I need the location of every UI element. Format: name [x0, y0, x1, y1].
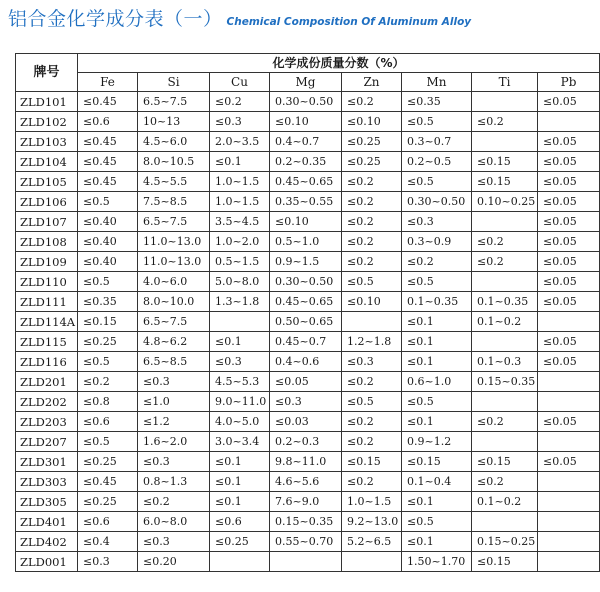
- value-cell-mn: 1.50~1.70: [402, 552, 472, 572]
- value-cell-fe: ≤0.8: [78, 392, 138, 412]
- value-cell-fe: ≤0.40: [78, 232, 138, 252]
- value-cell-cu: ≤0.2: [210, 92, 270, 112]
- table-row: [16, 412, 600, 432]
- value-cell-cu: 0.5~1.5: [210, 252, 270, 272]
- value-cell-si: 6.5~7.5: [138, 312, 210, 332]
- header-row-group: [16, 54, 600, 73]
- value-cell-zn: ≤0.2: [342, 92, 402, 112]
- value-cell-mn: 0.3~0.9: [402, 232, 472, 252]
- table-row: [16, 172, 600, 192]
- value-cell-zn: 5.2~6.5: [342, 532, 402, 552]
- value-cell-fe: ≤0.5: [78, 352, 138, 372]
- value-cell-zn: [342, 312, 402, 332]
- value-cell-pb: ≤0.05: [538, 332, 600, 352]
- value-cell-fe: ≤0.45: [78, 152, 138, 172]
- value-cell-cu: 4.0~5.0: [210, 412, 270, 432]
- grade-cell: ZLD305: [16, 492, 78, 512]
- value-cell-ti: ≤0.2: [472, 472, 538, 492]
- value-cell-zn: 9.2~13.0: [342, 512, 402, 532]
- value-cell-fe: ≤0.3: [78, 552, 138, 572]
- composition-group-header: 化学成份质量分数（%）: [78, 54, 600, 73]
- table-row: [16, 192, 600, 212]
- title-english: Chemical Composition Of Aluminum Alloy: [226, 16, 472, 28]
- grade-cell: ZLD114A: [16, 312, 78, 332]
- value-cell-zn: ≤0.2: [342, 412, 402, 432]
- element-header-ti: Ti: [472, 73, 538, 92]
- value-cell-zn: ≤0.2: [342, 432, 402, 452]
- value-cell-mg: 7.6~9.0: [270, 492, 342, 512]
- value-cell-zn: 1.2~1.8: [342, 332, 402, 352]
- table-row: [16, 332, 600, 352]
- value-cell-zn: ≤0.2: [342, 232, 402, 252]
- value-cell-cu: 2.0~3.5: [210, 132, 270, 152]
- value-cell-ti: [472, 432, 538, 452]
- value-cell-ti: [472, 332, 538, 352]
- value-cell-zn: 1.0~1.5: [342, 492, 402, 512]
- value-cell-zn: ≤0.2: [342, 172, 402, 192]
- grade-cell: ZLD303: [16, 472, 78, 492]
- value-cell-zn: ≤0.3: [342, 352, 402, 372]
- value-cell-pb: [538, 392, 600, 412]
- grade-cell: ZLD402: [16, 532, 78, 552]
- value-cell-mg: 0.2~0.3: [270, 432, 342, 452]
- value-cell-mg: 9.8~11.0: [270, 452, 342, 472]
- element-header-fe: Fe: [78, 73, 138, 92]
- value-cell-pb: [538, 552, 600, 572]
- value-cell-ti: [472, 132, 538, 152]
- value-cell-pb: [538, 312, 600, 332]
- value-cell-si: 6.5~7.5: [138, 212, 210, 232]
- value-cell-si: ≤0.20: [138, 552, 210, 572]
- value-cell-pb: ≤0.05: [538, 252, 600, 272]
- element-header-mg: Mg: [270, 73, 342, 92]
- value-cell-fe: ≤0.45: [78, 472, 138, 492]
- value-cell-ti: 0.1~0.2: [472, 312, 538, 332]
- value-cell-ti: [472, 272, 538, 292]
- value-cell-mn: ≤0.5: [402, 172, 472, 192]
- value-cell-cu: 4.5~5.3: [210, 372, 270, 392]
- value-cell-zn: ≤0.2: [342, 192, 402, 212]
- grade-cell: ZLD115: [16, 332, 78, 352]
- value-cell-fe: ≤0.25: [78, 332, 138, 352]
- table-row: [16, 512, 600, 532]
- value-cell-pb: [538, 112, 600, 132]
- value-cell-mg: ≤0.05: [270, 372, 342, 392]
- value-cell-cu: 1.0~1.5: [210, 192, 270, 212]
- value-cell-ti: ≤0.15: [472, 552, 538, 572]
- value-cell-si: 0.8~1.3: [138, 472, 210, 492]
- value-cell-zn: ≤0.5: [342, 392, 402, 412]
- value-cell-mg: ≤0.10: [270, 112, 342, 132]
- value-cell-ti: 0.1~0.3: [472, 352, 538, 372]
- value-cell-mg: 0.30~0.50: [270, 92, 342, 112]
- table-row: [16, 132, 600, 152]
- value-cell-fe: ≤0.5: [78, 272, 138, 292]
- table-row: [16, 452, 600, 472]
- value-cell-cu: ≤0.3: [210, 112, 270, 132]
- table-row: [16, 212, 600, 232]
- value-cell-si: 4.0~6.0: [138, 272, 210, 292]
- grade-cell: ZLD207: [16, 432, 78, 452]
- grade-column-header: 牌号: [16, 54, 78, 92]
- value-cell-fe: ≤0.5: [78, 432, 138, 452]
- value-cell-cu: ≤0.25: [210, 532, 270, 552]
- value-cell-zn: ≤0.2: [342, 252, 402, 272]
- value-cell-si: 6.5~7.5: [138, 92, 210, 112]
- grade-cell: ZLD105: [16, 172, 78, 192]
- value-cell-zn: ≤0.15: [342, 452, 402, 472]
- value-cell-cu: 1.0~1.5: [210, 172, 270, 192]
- value-cell-fe: ≤0.15: [78, 312, 138, 332]
- value-cell-mg: 0.2~0.35: [270, 152, 342, 172]
- value-cell-mg: 4.6~5.6: [270, 472, 342, 492]
- value-cell-fe: ≤0.4: [78, 532, 138, 552]
- grade-cell: ZLD103: [16, 132, 78, 152]
- element-header-cu: Cu: [210, 73, 270, 92]
- value-cell-mn: 0.1~0.35: [402, 292, 472, 312]
- value-cell-pb: ≤0.05: [538, 232, 600, 252]
- grade-cell: ZLD111: [16, 292, 78, 312]
- value-cell-ti: ≤0.2: [472, 412, 538, 432]
- value-cell-mg: 0.5~1.0: [270, 232, 342, 252]
- value-cell-cu: ≤0.1: [210, 492, 270, 512]
- element-header-pb: Pb: [538, 73, 600, 92]
- value-cell-mg: ≤0.3: [270, 392, 342, 412]
- value-cell-mn: ≤0.5: [402, 112, 472, 132]
- value-cell-pb: [538, 372, 600, 392]
- value-cell-zn: ≤0.2: [342, 472, 402, 492]
- table-row: [16, 472, 600, 492]
- value-cell-mg: 0.4~0.6: [270, 352, 342, 372]
- value-cell-fe: ≤0.45: [78, 172, 138, 192]
- value-cell-si: 8.0~10.5: [138, 152, 210, 172]
- value-cell-si: 4.5~5.5: [138, 172, 210, 192]
- table-row: [16, 312, 600, 332]
- table-header: [16, 54, 600, 92]
- value-cell-pb: ≤0.05: [538, 172, 600, 192]
- grade-cell: ZLD107: [16, 212, 78, 232]
- value-cell-mn: ≤0.1: [402, 332, 472, 352]
- value-cell-pb: [538, 472, 600, 492]
- value-cell-mn: 0.9~1.2: [402, 432, 472, 452]
- element-header-si: Si: [138, 73, 210, 92]
- value-cell-ti: ≤0.15: [472, 452, 538, 472]
- value-cell-fe: ≤0.5: [78, 192, 138, 212]
- value-cell-mg: 0.15~0.35: [270, 512, 342, 532]
- value-cell-si: 6.5~8.5: [138, 352, 210, 372]
- value-cell-mg: ≤0.03: [270, 412, 342, 432]
- value-cell-pb: [538, 532, 600, 552]
- value-cell-mn: 0.1~0.4: [402, 472, 472, 492]
- value-cell-si: ≤0.2: [138, 492, 210, 512]
- value-cell-ti: [472, 392, 538, 412]
- page-title: [8, 4, 471, 34]
- value-cell-zn: ≤0.2: [342, 212, 402, 232]
- value-cell-pb: [538, 512, 600, 532]
- value-cell-mn: ≤0.1: [402, 412, 472, 432]
- value-cell-mn: 0.3~0.7: [402, 132, 472, 152]
- value-cell-fe: ≤0.40: [78, 252, 138, 272]
- value-cell-mg: 0.45~0.65: [270, 172, 342, 192]
- value-cell-zn: ≤0.5: [342, 272, 402, 292]
- value-cell-ti: ≤0.15: [472, 152, 538, 172]
- element-header-mn: Mn: [402, 73, 472, 92]
- grade-cell: ZLD101: [16, 92, 78, 112]
- table-row: [16, 352, 600, 372]
- value-cell-fe: ≤0.6: [78, 412, 138, 432]
- value-cell-zn: ≤0.10: [342, 292, 402, 312]
- value-cell-ti: ≤0.2: [472, 112, 538, 132]
- value-cell-ti: [472, 212, 538, 232]
- value-cell-zn: ≤0.25: [342, 152, 402, 172]
- value-cell-zn: ≤0.2: [342, 372, 402, 392]
- value-cell-zn: [342, 552, 402, 572]
- value-cell-mg: 0.4~0.7: [270, 132, 342, 152]
- value-cell-mn: ≤0.1: [402, 532, 472, 552]
- table-row: [16, 492, 600, 512]
- value-cell-mn: ≤0.35: [402, 92, 472, 112]
- element-header-zn: Zn: [342, 73, 402, 92]
- value-cell-mg: 0.30~0.50: [270, 272, 342, 292]
- value-cell-ti: 0.15~0.35: [472, 372, 538, 392]
- value-cell-mn: ≤0.1: [402, 312, 472, 332]
- value-cell-pb: [538, 492, 600, 512]
- value-cell-cu: ≤0.1: [210, 332, 270, 352]
- table-row: [16, 152, 600, 172]
- value-cell-si: 8.0~10.0: [138, 292, 210, 312]
- value-cell-fe: ≤0.2: [78, 372, 138, 392]
- value-cell-fe: ≤0.6: [78, 112, 138, 132]
- table-row: [16, 532, 600, 552]
- value-cell-si: 11.0~13.0: [138, 232, 210, 252]
- value-cell-si: 7.5~8.5: [138, 192, 210, 212]
- value-cell-ti: 0.10~0.25: [472, 192, 538, 212]
- value-cell-ti: ≤0.2: [472, 232, 538, 252]
- value-cell-cu: ≤0.6: [210, 512, 270, 532]
- value-cell-pb: ≤0.05: [538, 272, 600, 292]
- value-cell-si: ≤1.2: [138, 412, 210, 432]
- grade-cell: ZLD203: [16, 412, 78, 432]
- grade-cell: ZLD102: [16, 112, 78, 132]
- value-cell-pb: ≤0.05: [538, 292, 600, 312]
- value-cell-fe: ≤0.6: [78, 512, 138, 532]
- value-cell-pb: ≤0.05: [538, 92, 600, 112]
- value-cell-mn: 0.30~0.50: [402, 192, 472, 212]
- table-row: [16, 392, 600, 412]
- value-cell-si: 10~13: [138, 112, 210, 132]
- grade-cell: ZLD001: [16, 552, 78, 572]
- grade-cell: ZLD401: [16, 512, 78, 532]
- value-cell-fe: ≤0.45: [78, 92, 138, 112]
- table-row: [16, 92, 600, 112]
- value-cell-pb: ≤0.05: [538, 192, 600, 212]
- value-cell-mn: ≤0.5: [402, 512, 472, 532]
- value-cell-pb: ≤0.05: [538, 352, 600, 372]
- value-cell-mg: 0.45~0.65: [270, 292, 342, 312]
- value-cell-ti: ≤0.15: [472, 172, 538, 192]
- value-cell-pb: ≤0.05: [538, 132, 600, 152]
- value-cell-cu: 1.0~2.0: [210, 232, 270, 252]
- value-cell-mn: ≤0.5: [402, 392, 472, 412]
- value-cell-cu: ≤0.3: [210, 352, 270, 372]
- table-row: [16, 112, 600, 132]
- grade-cell: ZLD104: [16, 152, 78, 172]
- value-cell-mn: ≤0.5: [402, 272, 472, 292]
- grade-cell: ZLD109: [16, 252, 78, 272]
- value-cell-zn: ≤0.25: [342, 132, 402, 152]
- value-cell-mn: ≤0.3: [402, 212, 472, 232]
- value-cell-cu: 9.0~11.0: [210, 392, 270, 412]
- value-cell-si: 6.0~8.0: [138, 512, 210, 532]
- value-cell-ti: 0.1~0.2: [472, 492, 538, 512]
- value-cell-si: 4.8~6.2: [138, 332, 210, 352]
- value-cell-si: 11.0~13.0: [138, 252, 210, 272]
- table-row: [16, 272, 600, 292]
- table-row: [16, 292, 600, 312]
- value-cell-si: ≤0.3: [138, 372, 210, 392]
- value-cell-zn: ≤0.10: [342, 112, 402, 132]
- table-row: [16, 372, 600, 392]
- value-cell-ti: [472, 512, 538, 532]
- value-cell-fe: ≤0.40: [78, 212, 138, 232]
- grade-cell: ZLD110: [16, 272, 78, 292]
- value-cell-fe: ≤0.35: [78, 292, 138, 312]
- grade-cell: ZLD201: [16, 372, 78, 392]
- value-cell-mg: [270, 552, 342, 572]
- value-cell-ti: 0.1~0.35: [472, 292, 538, 312]
- value-cell-si: ≤0.3: [138, 532, 210, 552]
- title-chinese: 铝合金化学成分表（一）: [8, 8, 223, 30]
- value-cell-cu: 5.0~8.0: [210, 272, 270, 292]
- value-cell-mn: ≤0.2: [402, 252, 472, 272]
- header-row-elements: [16, 73, 600, 92]
- table-row: [16, 232, 600, 252]
- value-cell-mg: 0.50~0.65: [270, 312, 342, 332]
- value-cell-cu: ≤0.1: [210, 152, 270, 172]
- table-body: [16, 92, 600, 572]
- composition-table: [15, 53, 600, 572]
- value-cell-mn: ≤0.1: [402, 492, 472, 512]
- value-cell-ti: 0.15~0.25: [472, 532, 538, 552]
- value-cell-fe: ≤0.25: [78, 452, 138, 472]
- grade-cell: ZLD106: [16, 192, 78, 212]
- value-cell-si: ≤0.3: [138, 452, 210, 472]
- value-cell-cu: 3.0~3.4: [210, 432, 270, 452]
- value-cell-fe: ≤0.45: [78, 132, 138, 152]
- value-cell-fe: ≤0.25: [78, 492, 138, 512]
- value-cell-cu: ≤0.1: [210, 452, 270, 472]
- value-cell-mg: 0.55~0.70: [270, 532, 342, 552]
- value-cell-pb: ≤0.05: [538, 212, 600, 232]
- value-cell-mn: ≤0.1: [402, 352, 472, 372]
- value-cell-pb: ≤0.05: [538, 452, 600, 472]
- value-cell-pb: ≤0.05: [538, 152, 600, 172]
- value-cell-cu: ≤0.1: [210, 472, 270, 492]
- value-cell-cu: [210, 312, 270, 332]
- value-cell-mg: ≤0.10: [270, 212, 342, 232]
- table-row: [16, 252, 600, 272]
- value-cell-cu: 1.3~1.8: [210, 292, 270, 312]
- value-cell-mn: 0.2~0.5: [402, 152, 472, 172]
- value-cell-si: 1.6~2.0: [138, 432, 210, 452]
- value-cell-mn: 0.6~1.0: [402, 372, 472, 392]
- grade-cell: ZLD108: [16, 232, 78, 252]
- value-cell-pb: [538, 432, 600, 452]
- value-cell-mg: 0.35~0.55: [270, 192, 342, 212]
- value-cell-ti: [472, 92, 538, 112]
- grade-cell: ZLD202: [16, 392, 78, 412]
- value-cell-mn: ≤0.15: [402, 452, 472, 472]
- value-cell-cu: [210, 552, 270, 572]
- value-cell-cu: 3.5~4.5: [210, 212, 270, 232]
- grade-cell: ZLD301: [16, 452, 78, 472]
- value-cell-mg: 0.45~0.7: [270, 332, 342, 352]
- value-cell-mg: 0.9~1.5: [270, 252, 342, 272]
- value-cell-ti: ≤0.2: [472, 252, 538, 272]
- table-row: [16, 552, 600, 572]
- table-row: [16, 432, 600, 452]
- grade-cell: ZLD116: [16, 352, 78, 372]
- value-cell-si: ≤1.0: [138, 392, 210, 412]
- value-cell-si: 4.5~6.0: [138, 132, 210, 152]
- value-cell-pb: ≤0.05: [538, 412, 600, 432]
